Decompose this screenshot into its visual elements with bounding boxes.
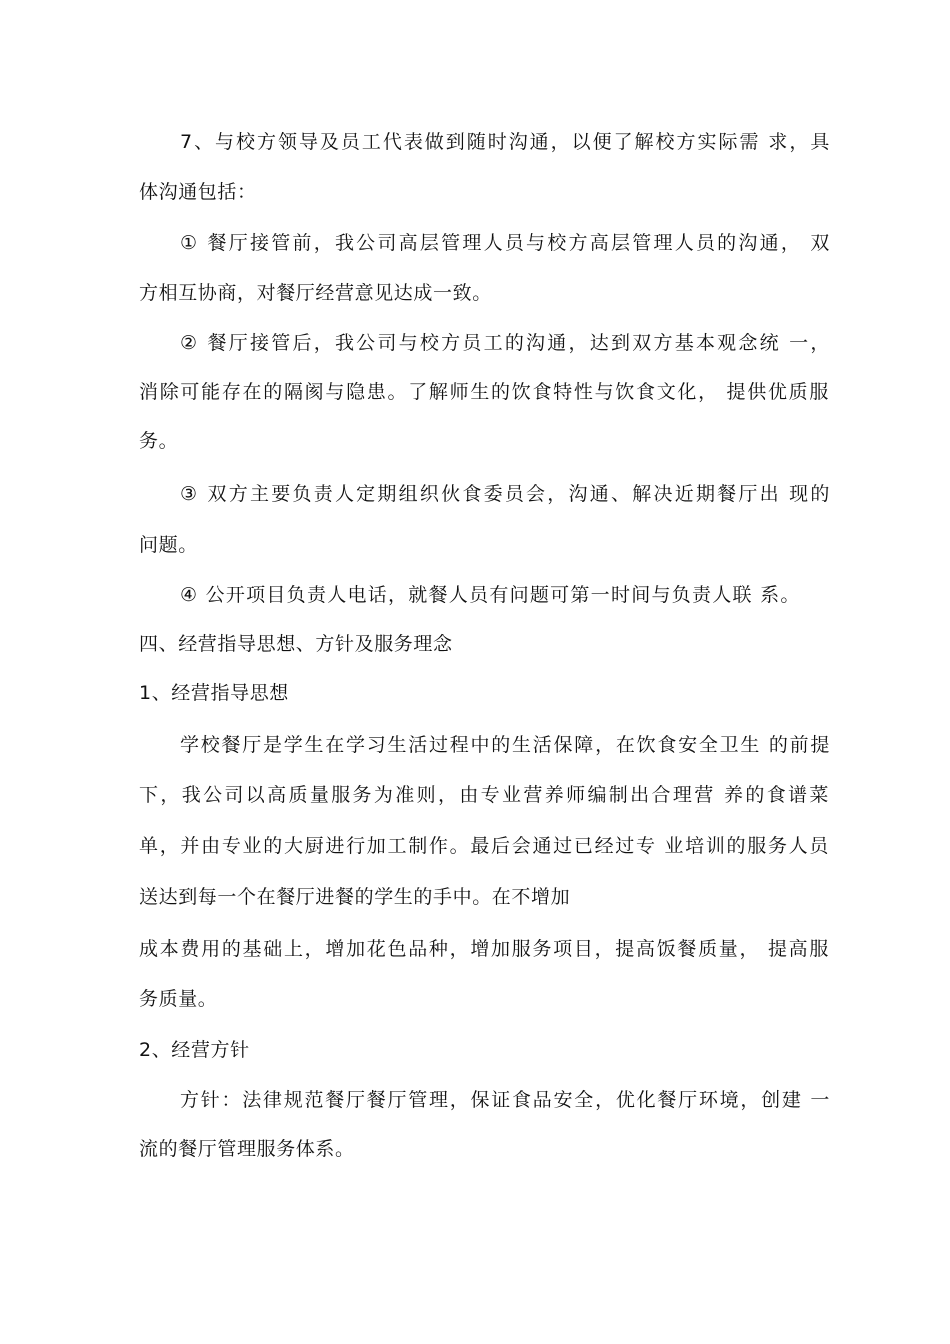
paragraph-line: ④ 公开项目负责人电话，就餐人员有问题可第一时间与负责人联 系。 (180, 584, 800, 606)
paragraph-line: 方相互协商，对餐厅经营意见达成一致。 (139, 282, 492, 304)
paragraph-line: 务质量。 (139, 988, 218, 1010)
paragraph-line: ② 餐厅接管后，我公司与校方员工的沟通，达到双方基本观念统 一， (180, 332, 830, 354)
paragraph-line: 问题。 (139, 534, 198, 556)
section-heading: 四、经营指导思想、方针及服务理念 (139, 633, 453, 655)
paragraph-line: 流的餐厅管理服务体系。 (139, 1138, 355, 1160)
paragraph-line: 成本费用的基础上，增加花色品种，增加服务项目，提高饭餐质量， 提高服 (139, 938, 829, 960)
paragraph-line: 送达到每一个在餐厅进餐的学生的手中。在不增加 (139, 886, 571, 908)
paragraph-line: 体沟通包括： (139, 181, 257, 203)
paragraph-line: 学校餐厅是学生在学习生活过程中的生活保障，在饮食安全卫生 的前提 (180, 734, 830, 756)
paragraph-line: 单，并由专业的大厨进行加工制作。最后会通过已经过专 业培训的服务人员 (139, 835, 829, 857)
subsection-heading: 1、经营指导思想 (139, 682, 289, 704)
paragraph-line: ③ 双方主要负责人定期组织伙食委员会，沟通、解决近期餐厅出 现的 (180, 483, 830, 505)
paragraph-line: 7、与校方领导及员工代表做到随时沟通，以便了解校方实际需 求，具 (180, 131, 830, 153)
paragraph-line: 消除可能存在的隔阂与隐患。了解师生的饮食特性与饮食文化， 提供优质服 (139, 381, 829, 403)
paragraph-line: ① 餐厅接管前，我公司高层管理人员与校方高层管理人员的沟通， 双 (180, 232, 830, 254)
subsection-heading: 2、经营方针 (139, 1039, 250, 1061)
paragraph-line: 下，我公司以高质量服务为准则，由专业营养师编制出合理营 养的食谱菜 (139, 784, 829, 806)
paragraph-line: 务。 (139, 430, 179, 452)
paragraph-line: 方针：法律规范餐厅餐厅管理，保证食品安全，优化餐厅环境，创建 一 (180, 1089, 830, 1111)
